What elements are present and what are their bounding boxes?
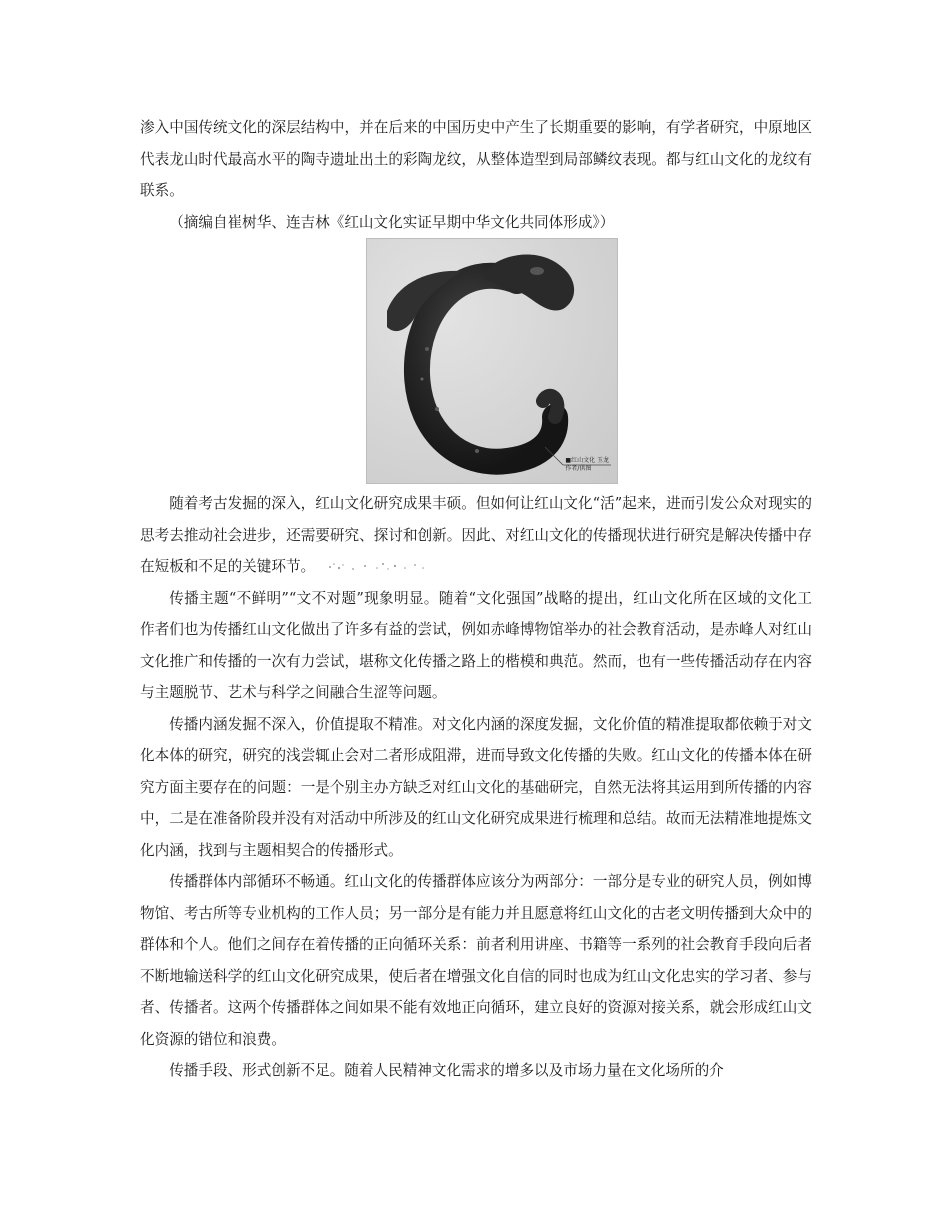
paragraph-continued: 渗入中国传统文化的深层结构中，并在后来的中国历史中产生了长期重要的影响，有学者研究，中原地区代表龙山时代最高水平的陶寺遗址出土的彩陶龙纹，从整体造型到局部鳞纹表现。都与红山文化的龙纹有联系。 — [140, 119, 812, 199]
text-block-bottom — [140, 488, 812, 1087]
caption-line-1: ■红山文化 玉龙 — [565, 457, 609, 464]
paragraph-means: 传播手段、形式创新不足。随着人民精神文化需求的增多以及市场力量在文化场所的介 — [169, 1062, 724, 1079]
paragraph-research-status — [140, 488, 812, 583]
source-citation: （摘编自崔树华、连吉林《红山文化实证早期中华文化共同体形成》） — [169, 213, 615, 231]
paragraph-connotation: 传播内涵发掘不深入，价值提取不精准。对文化内涵的深度发掘，文化价值的精准提取都依赖于对文化本体的研究，研究的浅尝辄止会对二者形成阻滞，进而导致文化传播的失败。红山文化的传播本体在研究方面主要存在的问题：一是个别主办方缺乏对红山文化的基础研完，自然无法将其运用到所传播的内容中，二是在准备阶段并没有对活动中所涉及的红山文化研究成果进行梳理和总结。故而无法精准地提炼文化内涵，找到与主题相契合的传播形式。 — [140, 715, 812, 859]
figure-caption — [565, 457, 609, 473]
jade-dragon-image — [367, 239, 617, 483]
caption-line-2: 作者/供图 — [565, 465, 592, 472]
paragraph-groups: 传播群体内部循环不畅通。红山文化的传播群体应该分为两部分：一部分是专业的研究人员，例如博物馆、考古所等专业机构的工作人员；另一部分是有能力并且愿意将红山文化的古老文明传播到大众中的群体和个人。他们之间存在着传播的正向循环关系：前者利用讲座、书籍等一系列的社会教育手段向后者不断地输送科学的红山文化研究成果，使后者在增强文化自信的同时也成为红山文化忠实的学习者、参与者、传播者。这两个传播群体之间如果不能有效地正向循环，建立良好的资源对接关系，就会形成红山文化资源的错位和浪费。 — [140, 873, 812, 1048]
paragraph-theme: 传播主题“不鲜明”“文不对题”现象明显。随着“文化强国”战略的提出，红山文化所在区域的文化工作者们也为传播红山文化做出了许多有益的尝试，例如赤峰博物馆举办的社会教育活动，是赤峰人对红山文化推广和传播的一次有力尝试，堪称文化传播之路上的楷模和典范。然而，也有一些传播活动存在内容与主题脱节、艺术与科学之间融合生涩等问题。 — [140, 589, 812, 701]
text-block-top — [140, 112, 812, 238]
scan-noise-mark — [325, 560, 445, 574]
jade-dragon-photo — [366, 238, 618, 484]
paragraph-research-status-text: 随着考古发掘的深入，红山文化研究成果丰硕。但如何让红山文化“活”起来，进而引发公众对现实的思考去推动社会进步，还需要研究、探讨和创新。因此、对红山文化的传播现状进行研究是解决传播中存在短板和不足的关键环节。 — [140, 495, 812, 575]
